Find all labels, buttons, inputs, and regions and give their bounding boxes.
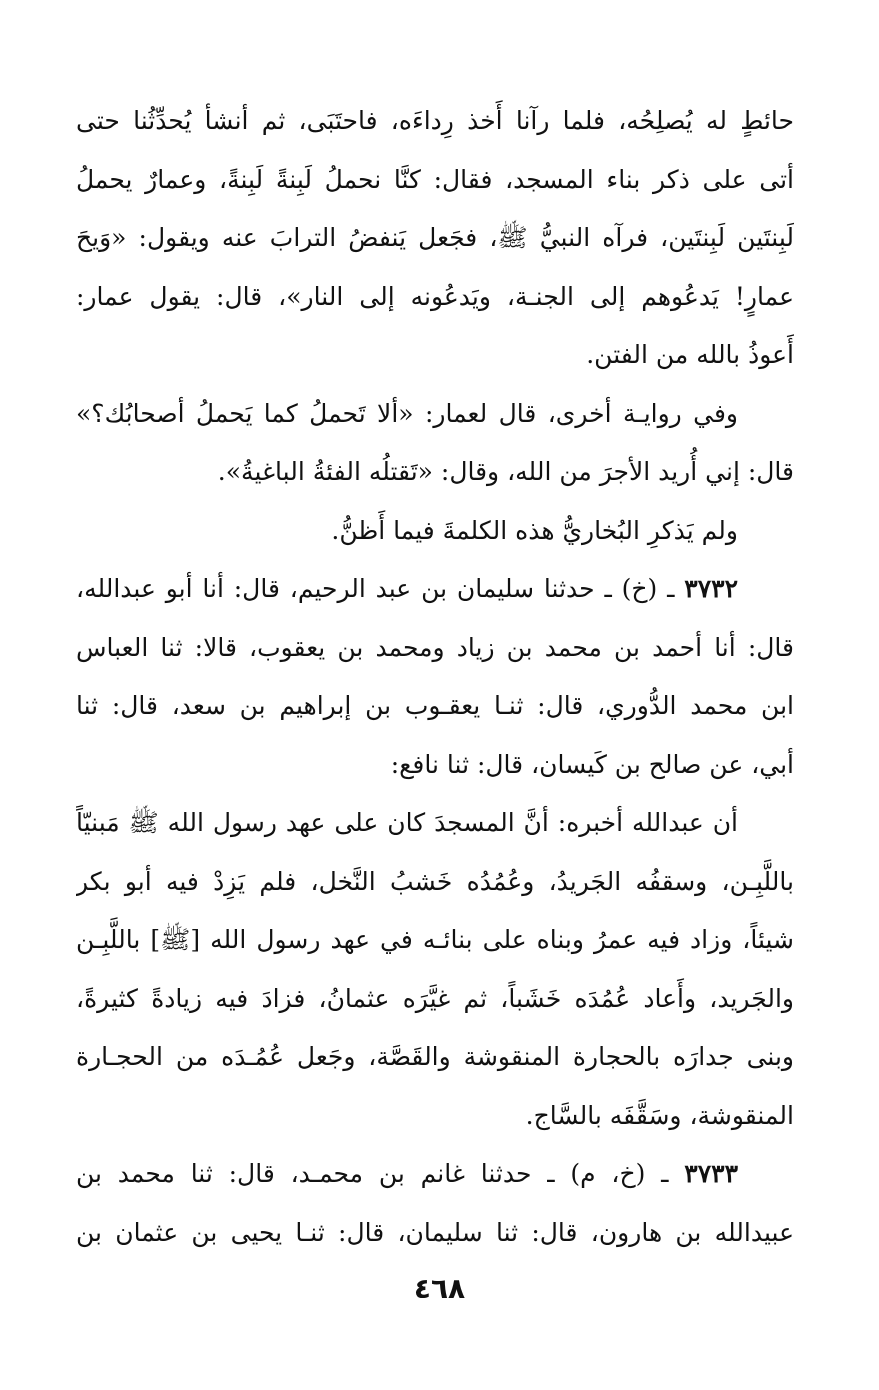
text-line: شيئاً، وزاد فيه عمرُ وبناه على بنائـه في عهد رسول الله [ﷺ] باللَّبِـن: [76, 925, 794, 954]
hadith-3733: [76, 1145, 794, 1262]
hadith-3732: [76, 560, 794, 794]
page-body: [76, 92, 794, 1272]
text-line: قال: إني أُريد الأجرَ من الله، وقال: «تَقتلُه الفئةُ الباغيةُ».: [217, 457, 794, 486]
text-line: وبنى جدارَه بالحجارة المنقوشة والقَصَّة، وجَعل عُمُـدَه من الحجـارة: [76, 1042, 794, 1071]
text-line: لَبِنتَين لَبِنتَين، فرآه النبيُّ ﷺ، فجَعل يَنفضُ الترابَ عنه ويقول: «وَيحَ: [76, 223, 794, 252]
text-line: ولم يَذكرِ البُخاريُّ هذه الكلمةَ فيما أَظنُّ.: [331, 515, 738, 545]
text-line: أبي، عن صالح بن كَيسان، قال: ثنا نافع:: [390, 749, 794, 779]
text-line: أتى على ذكر بناء المسجد، فقال: كنَّا نحملُ لَبِنةً لَبِنةً، وعمارٌ يحملُ: [76, 164, 794, 194]
text-line: والجَريد، وأَعاد عُمُدَه خَشَباً، ثم غيَّرَه عثمانُ، فزادَ فيه زيادةً كثيرةً،: [76, 983, 794, 1013]
hadith-number: ٣٧٣٣: [684, 1159, 738, 1188]
paragraph-1: [76, 92, 794, 385]
text-line: حائطٍ له يُصلِحُه، فلما رآنا أَخذ رِداءَه، فاحتَبَى، ثم أنشأ يُحدِّثُنا حتى: [76, 106, 794, 135]
text-segment: ـ (خ) ـ حدثنا سليمان بن عبد الرحيم، قال: أنا أبو عبدالله،: [76, 574, 685, 603]
text-line: أَعوذُ بالله من الفتن.: [586, 340, 794, 369]
page-number: ٤٦٨: [413, 1272, 466, 1305]
text-line: وفي روايـة أخرى، قال لعمار: «ألا تَحملُ كما يَحملُ أصحابُك؟»: [76, 398, 738, 428]
hadith-number: ٣٧٣٢: [684, 574, 738, 603]
text-line: باللَّبِـن، وسقفُه الجَريدُ، وعُمُدُه خَشبُ النَّخل، فلم يَزِدْ فيه أبو بكر: [76, 866, 794, 896]
text-line: عبيدالله بن هارون، قال: ثنا سليمان، قال: ثنـا يحيى بن عثمان بن: [76, 1217, 794, 1247]
paragraph-5: [76, 794, 794, 1145]
paragraph-3: [76, 502, 794, 561]
text-line: المنقوشة، وسَقَّفَه بالسَّاج.: [525, 1100, 794, 1130]
text-segment: ـ (خ، م) ـ حدثنا غانم بن محمـد، قال: ثنا محمد بن: [76, 1159, 685, 1188]
paragraph-2: [76, 385, 794, 502]
text-line: عمارٍ! يَدعُوهم إلى الجنـة، ويَدعُونه إلى النار»، قال: يقول عمار:: [76, 281, 794, 311]
text-line: [76, 560, 794, 619]
text-line: قال: أنا أحمد بن محمد بن زياد ومحمد بن يعقوب، قالا: ثنا العباس: [76, 632, 794, 662]
text-line: ابن محمد الدُّوري، قال: ثنـا يعقـوب بن إبراهيم بن سعد، قال: ثنا: [76, 691, 794, 720]
text-line: أن عبدالله أخبره: أنَّ المسجدَ كان على عهد رسول الله ﷺ مَبنيّاً: [76, 808, 738, 837]
text-line: [76, 1145, 794, 1204]
